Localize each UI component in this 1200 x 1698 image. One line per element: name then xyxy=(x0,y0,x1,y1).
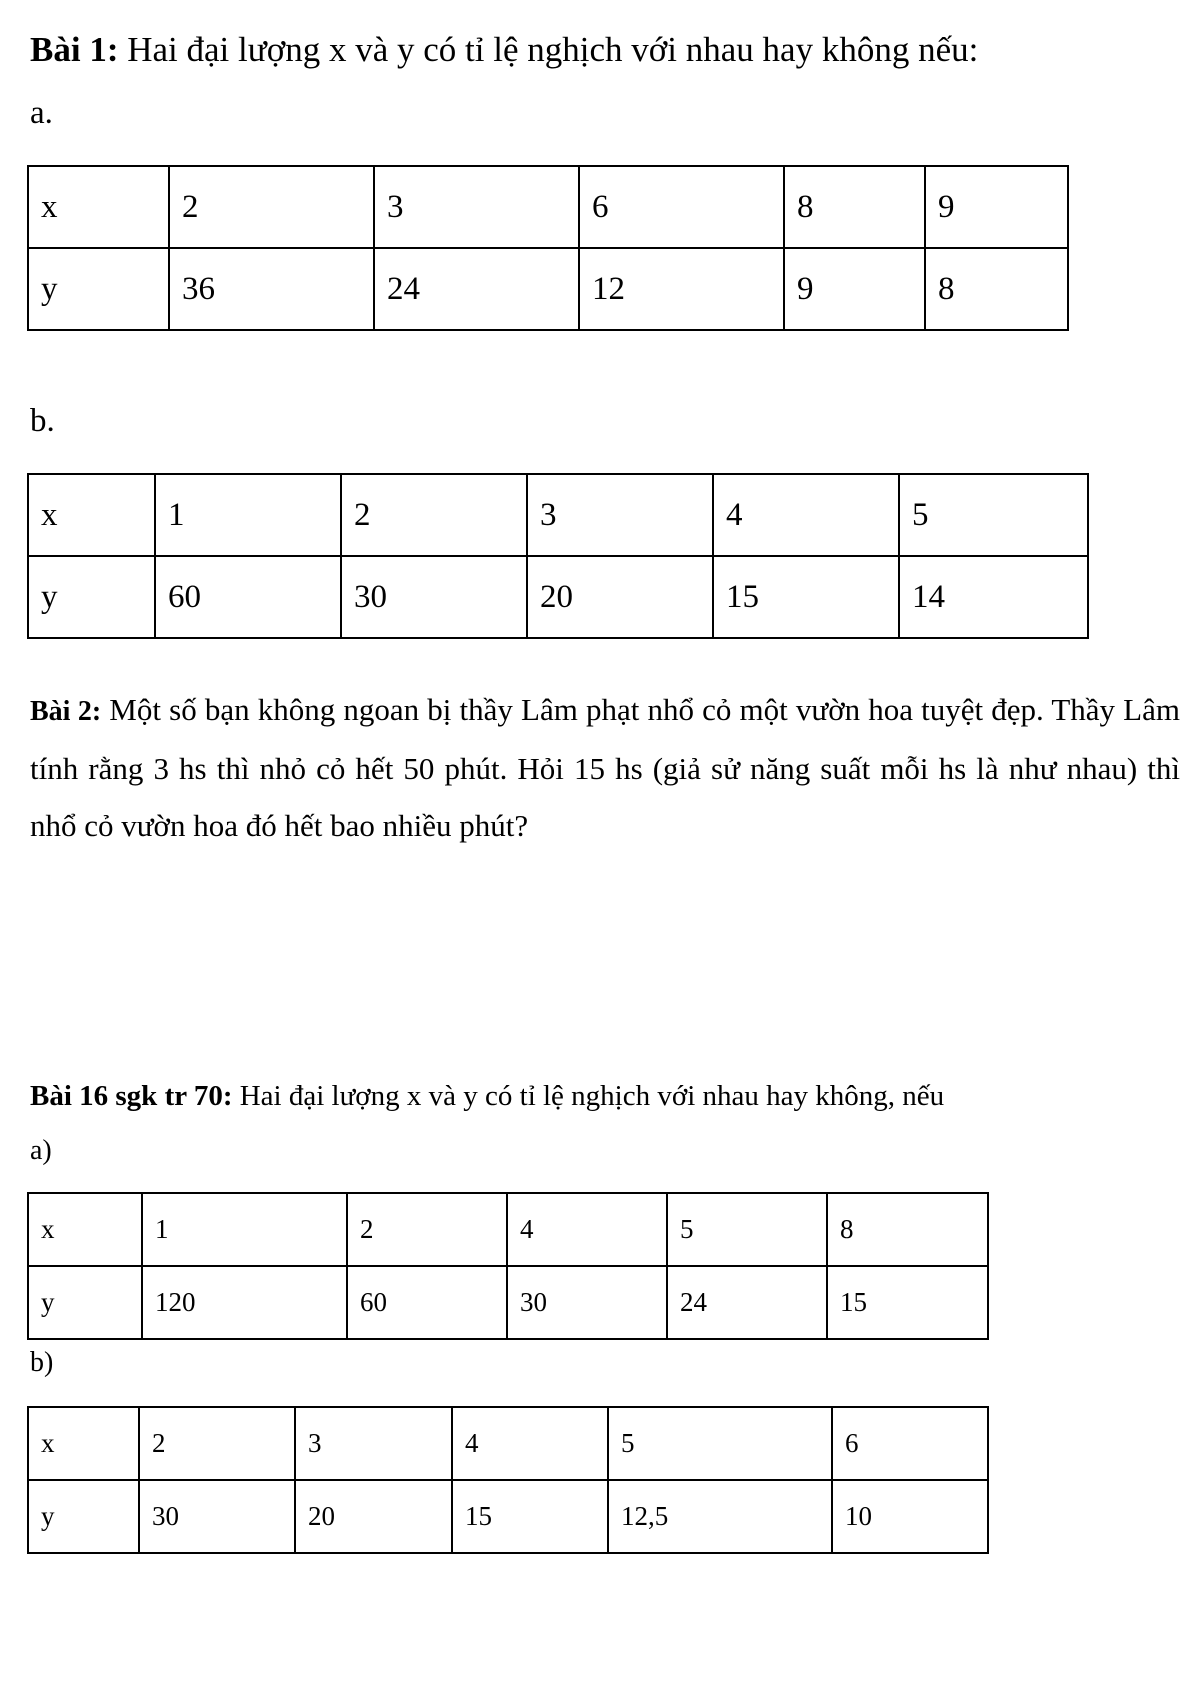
table-cell: y xyxy=(28,1266,142,1339)
table-cell: 2 xyxy=(347,1193,507,1266)
bai1-text: Hai đại lượng x và y có tỉ lệ nghịch với nhau hay không nếu: xyxy=(118,30,979,69)
bai2-label: Bài 2: xyxy=(30,696,102,727)
table-row-x xyxy=(28,1193,988,1266)
table-cell: 3 xyxy=(527,474,713,556)
table-row-x xyxy=(28,166,1068,248)
table-cell: 8 xyxy=(784,166,925,248)
table-cell: 8 xyxy=(925,248,1068,330)
table-cell: 1 xyxy=(142,1193,347,1266)
table-cell: 20 xyxy=(295,1480,452,1553)
table-cell: 6 xyxy=(579,166,784,248)
table-cell: x xyxy=(28,1193,142,1266)
table-cell: 4 xyxy=(713,474,899,556)
table-cell: 15 xyxy=(452,1480,608,1553)
bai1-label: Bài 1: xyxy=(30,30,119,69)
bai2-text: Một số bạn không ngoan bị thầy Lâm phạt nhổ cỏ một vườn hoa tuyệt đẹp. Thầy Lâm tính rằng 3 hs thì nhỏ cỏ hết 50 phút. Hỏi 15 hs (giả sử năng suất mỗi hs là như nhau) thì nhổ cỏ vườn hoa đó hết bao nhiều phút? xyxy=(30,692,1180,843)
bai16-heading xyxy=(30,1080,944,1113)
table-cell: 20 xyxy=(527,556,713,638)
table-cell: 5 xyxy=(899,474,1088,556)
table-cell: 14 xyxy=(899,556,1088,638)
table-cell: y xyxy=(28,556,155,638)
table-cell: 15 xyxy=(827,1266,988,1339)
bai16-part-b-label: b) xyxy=(30,1347,54,1378)
table-cell: 5 xyxy=(608,1407,832,1480)
table-row-y xyxy=(28,248,1068,330)
table-cell: 1 xyxy=(155,474,341,556)
table-cell: 2 xyxy=(169,166,374,248)
table-cell: 9 xyxy=(925,166,1068,248)
table-cell: 12,5 xyxy=(608,1480,832,1553)
bai2-paragraph xyxy=(30,681,1180,854)
table-cell: 3 xyxy=(295,1407,452,1480)
table-cell: 3 xyxy=(374,166,579,248)
table-cell: 10 xyxy=(832,1480,988,1553)
bai16-table-b xyxy=(27,1406,989,1554)
bai1-part-b-label: b. xyxy=(30,403,55,439)
table-row-y xyxy=(28,1480,988,1553)
table-cell: 30 xyxy=(139,1480,295,1553)
table-cell: 9 xyxy=(784,248,925,330)
table-row-y xyxy=(28,556,1088,638)
table-row-x xyxy=(28,474,1088,556)
table-cell: 12 xyxy=(579,248,784,330)
bai1-heading xyxy=(30,30,978,70)
table-cell: 60 xyxy=(155,556,341,638)
table-cell: 5 xyxy=(667,1193,827,1266)
table-cell: x xyxy=(28,166,169,248)
table-cell: y xyxy=(28,248,169,330)
table-cell: 36 xyxy=(169,248,374,330)
bai16-part-a-label: a) xyxy=(30,1135,52,1166)
table-cell: 2 xyxy=(139,1407,295,1480)
table-row-y xyxy=(28,1266,988,1339)
bai16-text: Hai đại lượng x và y có tỉ lệ nghịch với nhau hay không, nếu xyxy=(232,1080,945,1112)
table-cell: y xyxy=(28,1480,139,1553)
table-cell: 30 xyxy=(507,1266,667,1339)
table-cell: 4 xyxy=(507,1193,667,1266)
table-cell: 8 xyxy=(827,1193,988,1266)
table-cell: x xyxy=(28,1407,139,1480)
bai1-table-a xyxy=(27,165,1069,331)
table-cell: x xyxy=(28,474,155,556)
table-cell: 24 xyxy=(374,248,579,330)
table-cell: 60 xyxy=(347,1266,507,1339)
table-cell: 120 xyxy=(142,1266,347,1339)
table-cell: 4 xyxy=(452,1407,608,1480)
table-cell: 24 xyxy=(667,1266,827,1339)
table-cell: 15 xyxy=(713,556,899,638)
bai1-table-b xyxy=(27,473,1089,639)
table-cell: 6 xyxy=(832,1407,988,1480)
table-cell: 30 xyxy=(341,556,527,638)
bai16-table-a xyxy=(27,1192,989,1340)
table-row-x xyxy=(28,1407,988,1480)
table-cell: 2 xyxy=(341,474,527,556)
bai16-label: Bài 16 sgk tr 70: xyxy=(30,1080,233,1112)
bai1-part-a-label: a. xyxy=(30,95,53,131)
